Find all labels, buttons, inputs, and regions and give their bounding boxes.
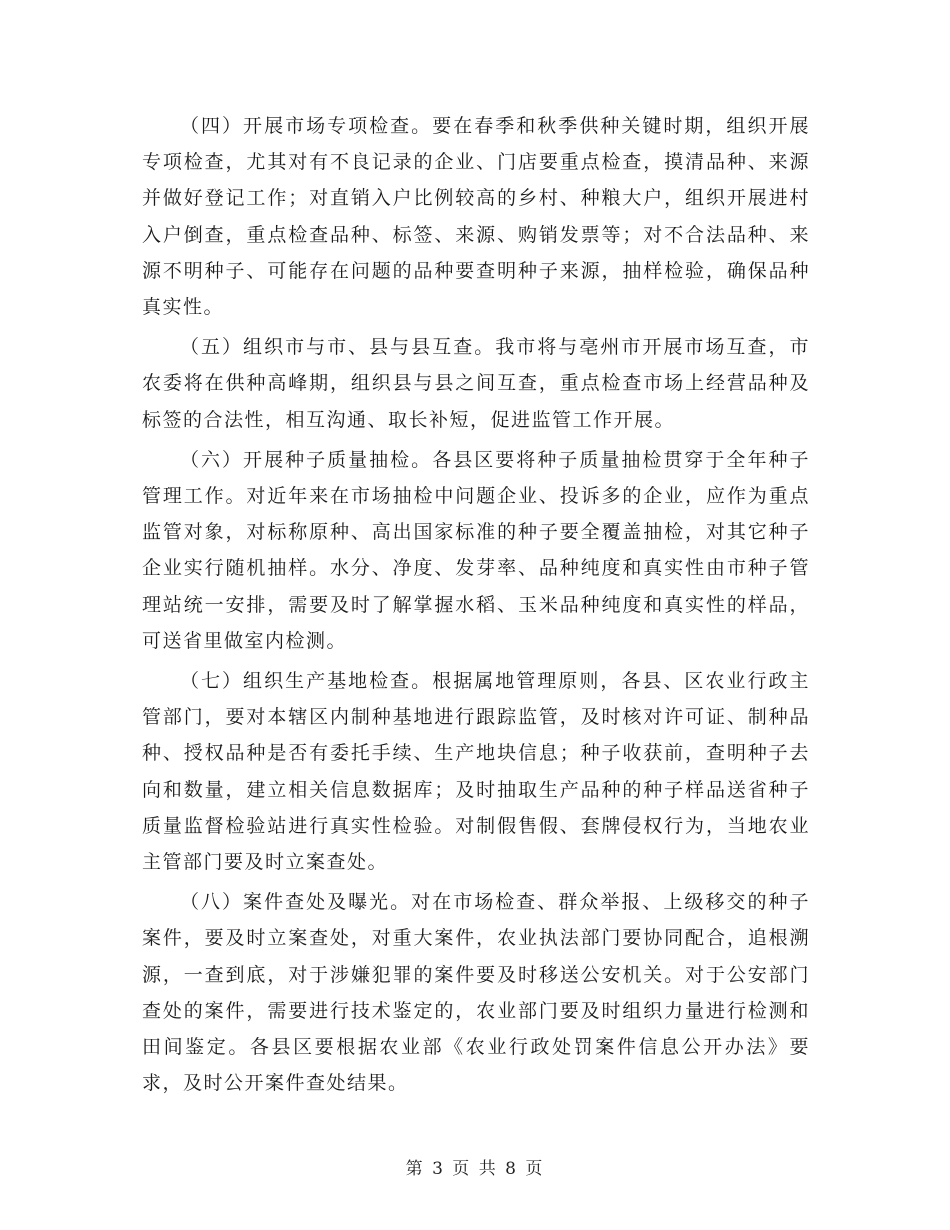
document-body xyxy=(142,108,810,1105)
page-number-footer: 第 3 页 共 8 页 xyxy=(405,1159,545,1179)
paragraph-case-handling: （八）案件查处及曝光。对在市场检查、群众举报、上级移交的种子案件，要及时立案查处，对重大案件，农业执法部门要协同配合，追根溯源，一查到底，对于涉嫌犯罪的案件要及时移送公安机关。对于公安部门查处的案件，需要进行技术鉴定的，农业部门要及时组织力量进行检测和田间鉴定。各县区要根据农业部《农业行政处罚案件信息公开办法》要求，及时公开案件查处结果。 xyxy=(142,891,810,1095)
paragraph-production-base: （七）组织生产基地检查。根据属地管理原则，各县、区农业行政主管部门，要对本辖区内制种基地进行跟踪监管，及时核对许可证、制种品种、授权品种是否有委托手续、生产地块信息；种子收获前，查明种子去向和数量，建立相关信息数据库；及时抽取生产品种的种子样品送省种子质量监督检验站进行真实性检验。对制假售假、套牌侵权行为，当地农业主管部门要及时立案查处。 xyxy=(142,670,810,874)
paragraph-mutual-inspection: （五）组织市与市、县与县互查。我市将与亳州市开展市场互查，市农委将在供种高峰期，组织县与县之间互查，重点检查市场上经营品种及标签的合法性，相互沟通、取长补短，促进监管工作开展。 xyxy=(142,336,810,431)
paragraph-quality-sampling: （六）开展种子质量抽检。各县区要将种子质量抽检贯穿于全年种子管理工作。对近年来在市场抽检中问题企业、投诉多的企业，应作为重点监管对象，对标称原种、高出国家标准的种子要全覆盖抽检，对其它种子企业实行随机抽样。水分、净度、发芽率、品种纯度和真实性由市种子管理站统一安排，需要及时了解掌握水稻、玉米品种纯度和真实性的样品，可送省里做室内检测。 xyxy=(142,448,810,652)
paragraph-market-inspection: （四）开展市场专项检查。要在春季和秋季供种关键时期，组织开展专项检查，尤其对有不良记录的企业、门店要重点检查，摸清品种、来源并做好登记工作；对直销入户比例较高的乡村、种粮大户，组织开展进村入户倒查，重点检查品种、标签、来源、购销发票等；对不合法品种、来源不明种子、可能存在问题的品种要查明种子来源，抽样检验，确保品种真实性。 xyxy=(142,115,810,319)
